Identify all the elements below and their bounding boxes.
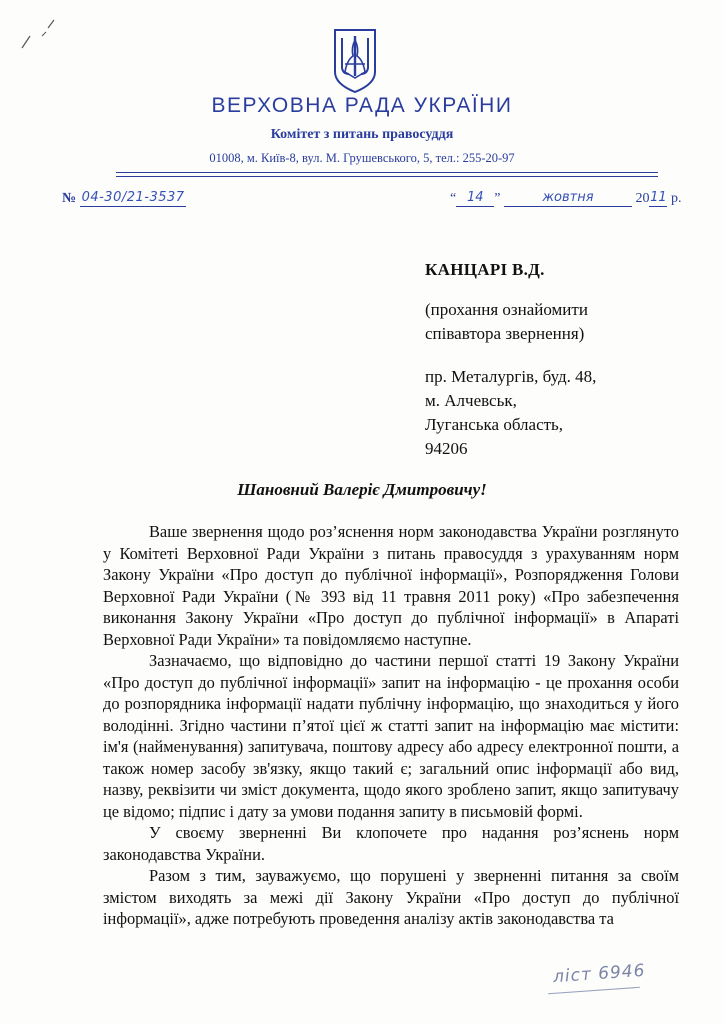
committee-name: Комітет з питань правосуддя	[270, 127, 454, 142]
letterhead-address: 01008, м. Київ-8, вул. М. Грушевського, 5, тел.: 255-20-97	[209, 151, 515, 165]
date-year-end: р.	[670, 191, 682, 206]
body-paragraph: Ваше звернення щодо роз’яснення норм законодавства України розглянуто у Комітеті Верховної Ради України з питань правосуддя з урахуванням норм Закону України «Про доступ до публічної інформації», Розпорядження Голови Верховної Ради України (№ 393 від 11 травня 2011 року) «Про забезпечення виконання Закону України «Про доступ до публічної інформації» в Апараті Верховної Ради України» та повідомляємо наступне.	[103, 522, 679, 649]
letter-date	[450, 190, 681, 207]
date-day-field	[456, 190, 494, 207]
handwritten-registry-mark: ліст 6946	[552, 960, 647, 988]
date-year-suffix: 11	[650, 190, 667, 205]
trident-emblem-icon	[331, 26, 379, 94]
reference-number	[62, 190, 186, 207]
addressee-note-line: (прохання ознайомити	[425, 300, 588, 319]
handwritten-mark-underline	[548, 987, 640, 994]
addressee-note	[425, 298, 596, 346]
date-year-prefix: 20	[635, 191, 650, 206]
letterhead-rule	[116, 172, 658, 173]
number-label: №	[62, 191, 77, 206]
addressee-postcode: 94206	[425, 439, 468, 458]
addressee-address-line: м. Алчевськ,	[425, 391, 517, 410]
addressee-address-line: Луганська область,	[425, 415, 564, 434]
number-value: 04-30/21-3537	[81, 190, 185, 205]
date-day: 14	[466, 190, 484, 205]
date-month: жовтня	[542, 190, 594, 205]
salutation: Шановний Валеріє Дмитровичу!	[237, 480, 487, 499]
addressee-address-line: пр. Металургів, буд. 48,	[425, 367, 597, 386]
body-paragraph: Зазначаємо, що відповідно до частини першої статті 19 Закону України «Про доступ до публічної інформації» запит на інформацію - це прохання особи до розпорядника інформації надати публічну інформацію, що знаходиться у його володінні. Згідно частини п’ятої цієї ж статті запит на інформацію має містити: ім'я (найменування) запитувача, поштову адресу або адресу електронної пошти, а також номер засобу зв'язку, якщо такий є; загальний опис інформації або вид, назву, реквізити чи зміст документа, щодо якого зроблено запит, якщо запитувачу це відомо; підпис і дату за умови подання запиту в письмовій формі.	[103, 651, 679, 821]
letter-body	[103, 521, 679, 930]
date-month-field	[504, 190, 632, 207]
number-line	[80, 190, 186, 207]
date-year-field	[649, 190, 667, 207]
date-quote-open: “	[450, 191, 457, 206]
addressee-note-line: співавтора звернення)	[425, 324, 585, 343]
org-title: ВЕРХОВНА РАДА УКРАЇНИ	[211, 94, 513, 117]
date-quote-close: ”	[494, 191, 501, 206]
letterhead-rule-thin	[116, 176, 658, 177]
pen-scribble-icon	[10, 14, 60, 54]
body-paragraph: Разом з тим, зауважуємо, що порушені у зверненні питання за своїм змістом виходять за межі дії Закону України «Про доступ до публічної інформації», адже потребують проведення аналізу актів законодавства та	[103, 866, 679, 928]
addressee-name: КАНЦАРІ В.Д.	[425, 260, 545, 279]
body-paragraph: У своєму зверненні Ви клопочете про надання роз’яснень норм законодавства України.	[103, 823, 679, 864]
addressee-block	[425, 258, 596, 461]
